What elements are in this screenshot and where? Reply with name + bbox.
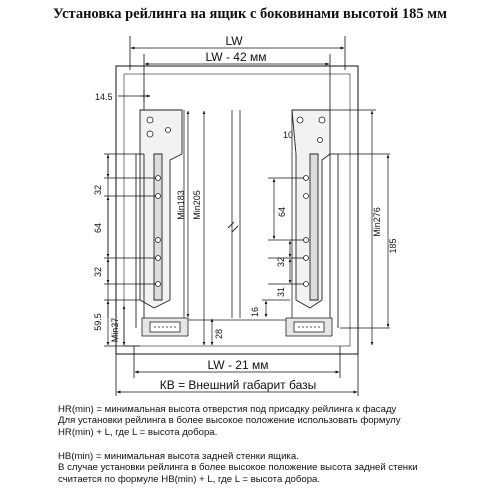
- notes-hb: [58, 451, 498, 485]
- dim-min37-label: Min37: [110, 317, 120, 343]
- dim-lw-label: LW: [225, 34, 243, 48]
- dim-32-bottom-left-label: 32: [93, 266, 103, 278]
- min183-min205-dims: [188, 111, 204, 345]
- note-hb-line-3: считается по формуле HB(min) + L, где L = высота добора.: [58, 473, 321, 485]
- dim-16: [262, 300, 290, 317]
- note-hb-line-1: HB(min) = минимальная высота задней стенки ящика.: [58, 451, 299, 462]
- note-hr-line-1: HR(min) = минимальная высота отверстия под присадку рейлинга к фасаду: [58, 404, 397, 415]
- dim-64-right-label: 64: [277, 206, 287, 218]
- dim-lw-42-label: LW - 42 мм: [205, 50, 267, 64]
- dim-14-5: [118, 90, 150, 102]
- dim-64-left-label: 64: [93, 222, 103, 234]
- dim-32-top-left-label: 32: [93, 184, 103, 196]
- dim-lw-21-label: LW - 21 мм: [207, 358, 269, 372]
- note-hr-line-2: Для установки рейлинга в более высокое положение использовать формулу: [58, 415, 401, 427]
- note-hr-line-3: HR(min) + L, где L = высота добора.: [58, 426, 218, 438]
- dim-31-label: 31: [276, 286, 286, 298]
- dim-185-label: 185: [388, 238, 398, 254]
- note-hb-line-2: В случае установки рейлинга в более высокое положение высота задней стенки: [58, 462, 418, 474]
- dim-min276-label: Min276: [372, 207, 382, 237]
- diagram-title: Установка рейлинга на ящик с боковинами высотой 185 мм: [53, 6, 447, 22]
- right-runner: [286, 318, 332, 336]
- notes-hr: [58, 404, 498, 438]
- dim-10-label: 10: [283, 130, 294, 140]
- dim-16-label: 16: [250, 306, 260, 318]
- dim-59-5-label: 59.5: [93, 313, 103, 331]
- right-bracket: [292, 110, 330, 308]
- dim-14-5-label: 14.5: [95, 92, 113, 102]
- right-drawer-side: [330, 154, 338, 328]
- left-runner: [142, 318, 188, 336]
- dim-min183-label: Min183: [176, 190, 186, 220]
- dim-min205-label: Min205: [192, 190, 202, 220]
- dim-kb-label: КВ = Внешний габарит базы: [159, 378, 317, 392]
- dim-28-label: 28: [214, 328, 224, 340]
- dim-32-right-label: 32: [276, 256, 286, 268]
